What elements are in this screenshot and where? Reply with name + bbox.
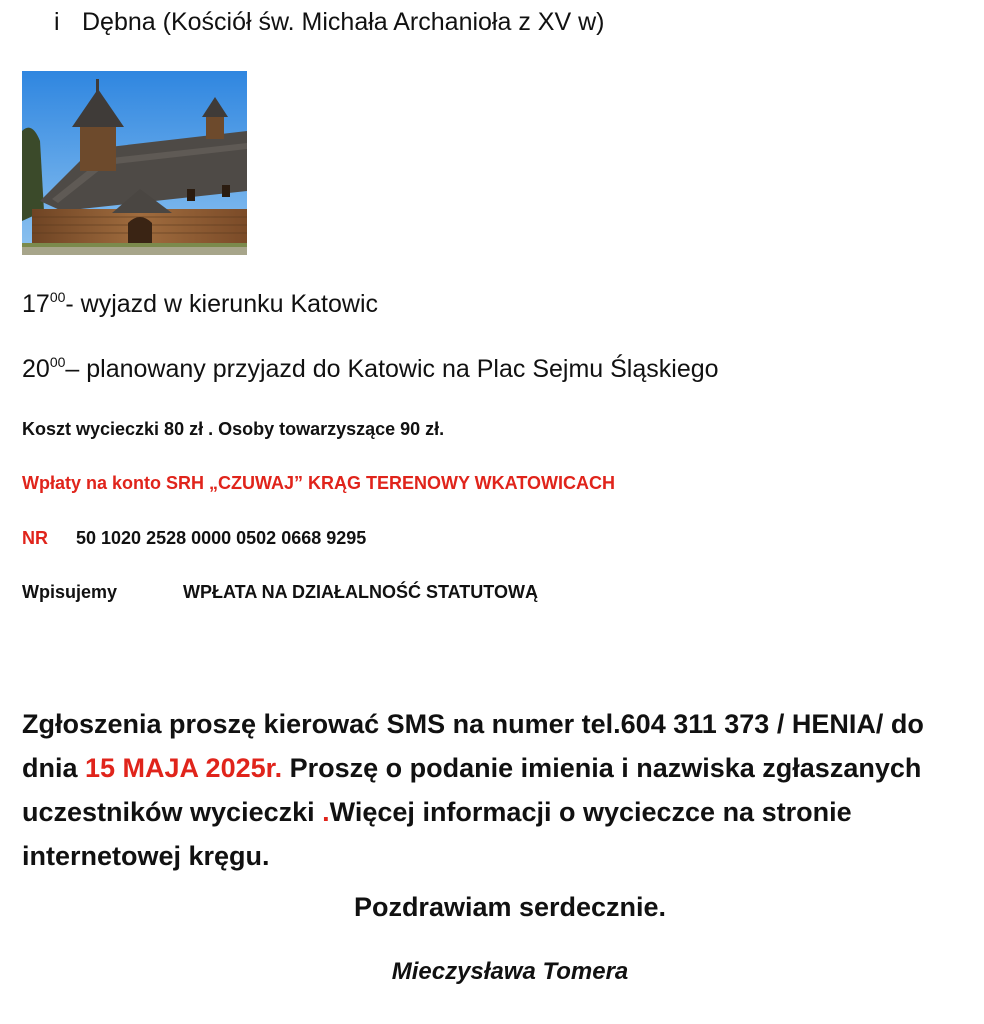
arrival-minutes: 00 xyxy=(49,354,66,370)
church-photo xyxy=(22,71,247,255)
signup-paragraph xyxy=(22,702,982,878)
arrival-text: – planowany przyjazd do Katowic na Plac Sejmu Śląskiego xyxy=(65,355,719,383)
list-bullet: i xyxy=(54,8,60,36)
payment-info: Wpłaty na konto SRH „CZUWAJ” KRĄG TERENOWY WKATOWICACH xyxy=(22,473,615,493)
route-stop-text: Dębna (Kościół św. Michała Archanioła z XV w) xyxy=(82,8,605,36)
signup-deadline: 15 MAJA 2025r. xyxy=(85,753,283,783)
signup-dot: . xyxy=(322,797,330,827)
signup-text-1: Zgłoszenia proszę kierować SMS na numer tel.604 311 373 / HENIA/ do dnia xyxy=(22,709,924,783)
transfer-title-label: Wpisujemy xyxy=(22,582,118,602)
departure-minutes: 00 xyxy=(49,289,66,305)
signup-text-2: Proszę o podanie imienia i nazwiska zgłaszanych uczestników wycieczki xyxy=(22,753,922,827)
arrival-hour: 20 xyxy=(22,355,50,383)
departure-text: - wyjazd w kierunku Katowic xyxy=(65,290,379,318)
transfer-title-value: WPŁATA NA DZIAŁALNOŚĆ STATUTOWĄ xyxy=(183,582,538,602)
route-stop-line xyxy=(54,8,604,37)
account-number: 50 1020 2528 0000 0502 0668 9295 xyxy=(76,528,367,548)
signup-text-3: Więcej informacji o wycieczce na stronie internetowej kręgu. xyxy=(22,797,852,871)
schedule-departure xyxy=(22,289,378,319)
signature: Mieczysława Tomera xyxy=(391,958,629,985)
account-number-line xyxy=(22,528,366,549)
transfer-title-line xyxy=(22,582,538,603)
trip-cost: Koszt wycieczki 80 zł . Osoby towarzyszące 90 zł. xyxy=(22,419,445,439)
departure-hour: 17 xyxy=(22,290,50,318)
greeting: Pozdrawiam serdecznie. xyxy=(353,892,667,922)
schedule-arrival xyxy=(22,354,719,384)
wooden-church-icon xyxy=(22,71,247,255)
account-label: NR xyxy=(22,528,48,548)
